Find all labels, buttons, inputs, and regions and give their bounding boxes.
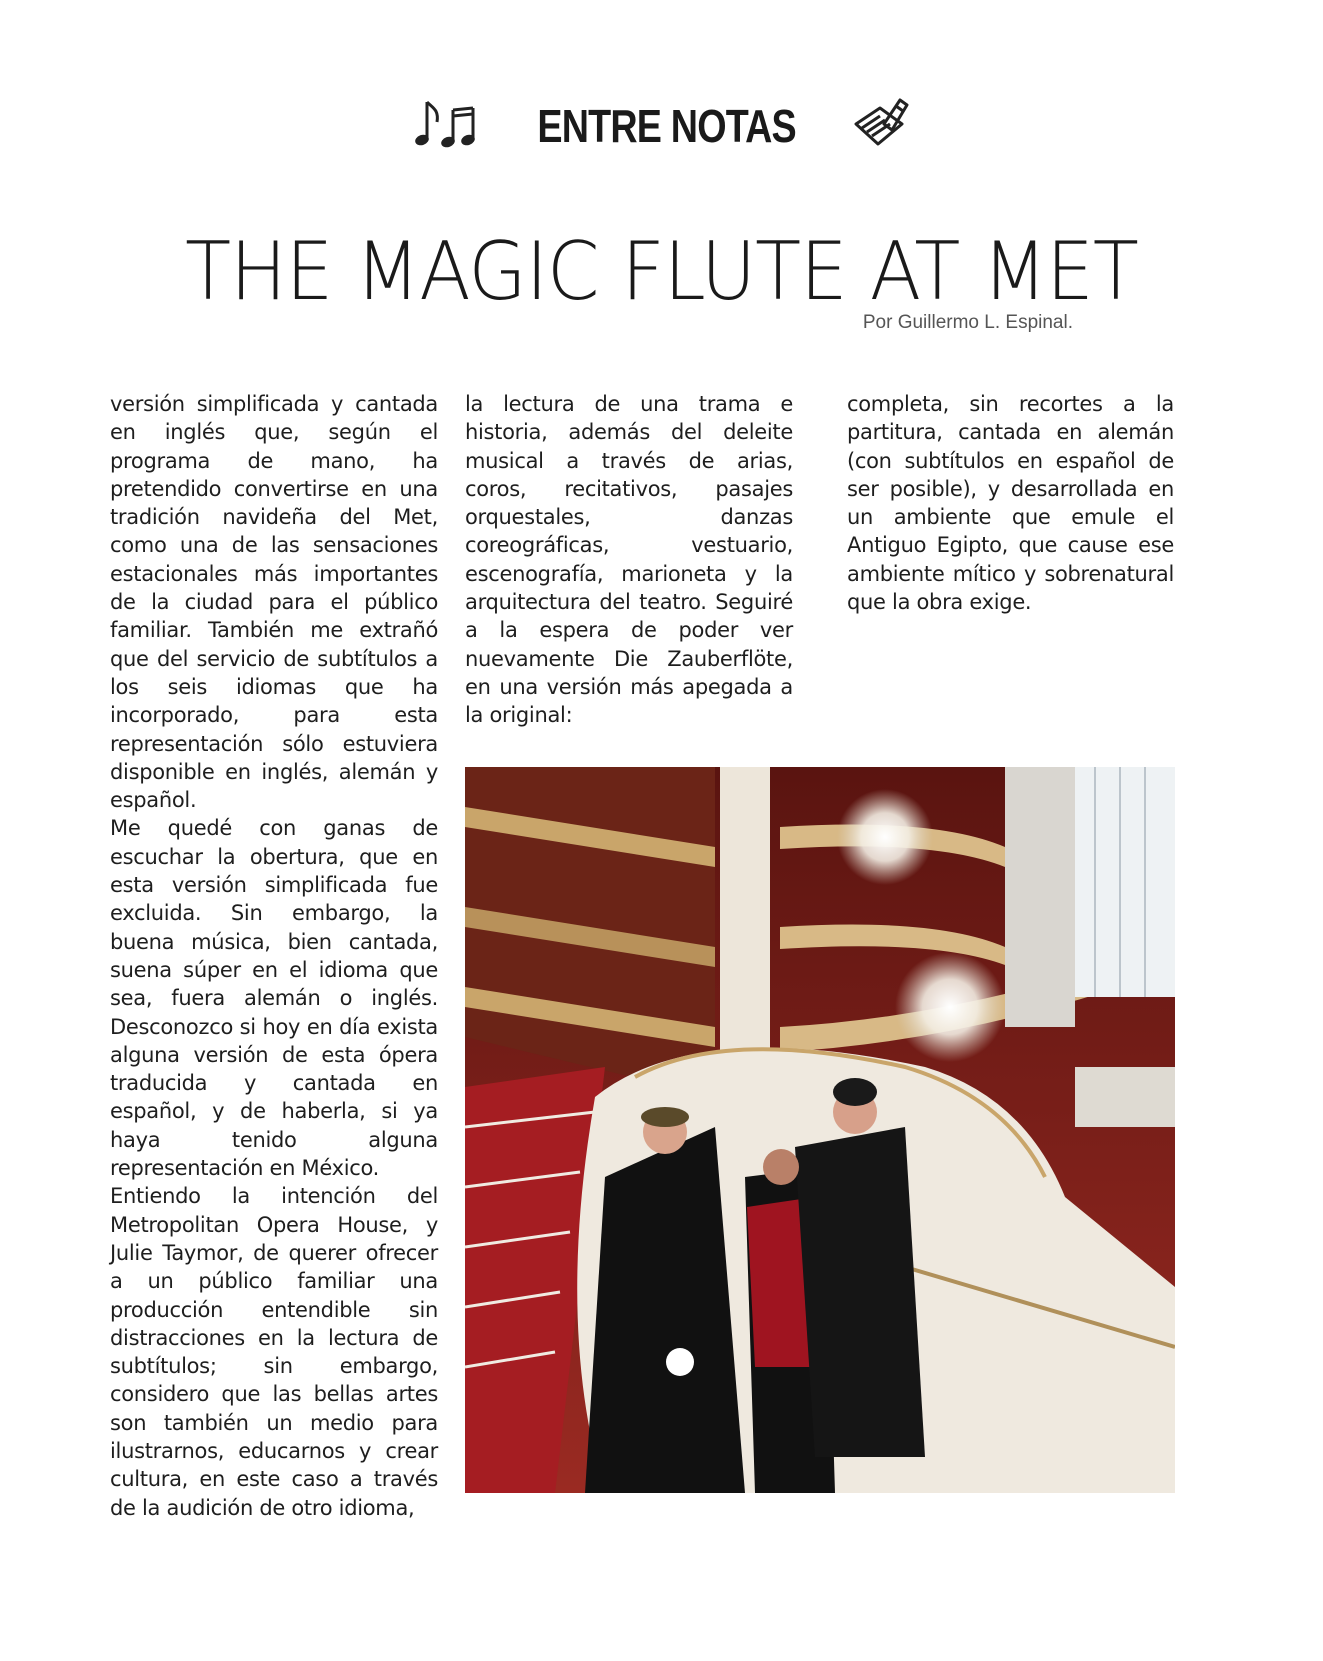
paragraph: Me quedé con ganas de escuchar la obertura, que en esta versión simplificada fue excluida. Sin embargo, la buena música, bien cantada, suena súper en el idioma que sea, fuera alemán o inglés. Desconozco si hoy en día exista alguna versión de esta ópera traducida y cantada en español, y de haberla, si ya haya tenido alguna representación en México. xyxy=(110,816,438,1181)
section-title: ENTRE NOTAS xyxy=(537,100,796,152)
opera-house-photo xyxy=(465,767,1175,1493)
notepad-pencil-icon xyxy=(850,94,910,158)
music-notes-icon xyxy=(413,96,483,156)
section-header xyxy=(0,86,1323,166)
paragraph: completa, sin recortes a la partitura, cantada en alemán (con subtítulos en español de ser posible), y desarrollada en un ambiente que emule el Antiguo Egipto, que cause ese ambiente mítico y sobrenatural que la obra exige. xyxy=(847,392,1174,615)
text-column-3 xyxy=(847,390,1174,616)
article-byline: Por Guillermo L. Espinal. xyxy=(862,312,1073,333)
paragraph: Entiendo la intención del Metropolitan Opera House, y Julie Taymor, de querer ofrecer a un público familiar una producción entendible sin distracciones en la lectura de subtítulos; sin embargo, considero que las bellas artes son también un medio para ilustrarnos, educarnos y crear cultura, en este caso a través de la audición de otro idioma, xyxy=(110,1184,438,1520)
article-title: THE MAGIC FLUTE AT MET xyxy=(185,225,1138,318)
paragraph: la lectura de una trama e historia, además del deleite musical a través de arias, coros, recitativos, pasajes orquestales, danzas coreográficas, vestuario, escenografía, marioneta y la arquitectura del teatro. Seguiré a la espera de poder ver nuevamente Die Zauberflöte, en una versión más apegada a la original: xyxy=(465,392,793,728)
paragraph: versión simplificada y cantada en inglés que, según el programa de mano, ha pretendido convertirse en una tradición navideña del Met, como una de las sensaciones estacionales más importantes de la ciudad para el público familiar. También me extrañó que del servicio de subtítulos a los seis idiomas que ha incorporado, para esta representación sólo estuviera disponible en inglés, alemán y español. xyxy=(110,392,438,813)
text-column-1 xyxy=(110,390,438,1522)
text-column-2 xyxy=(465,390,793,730)
